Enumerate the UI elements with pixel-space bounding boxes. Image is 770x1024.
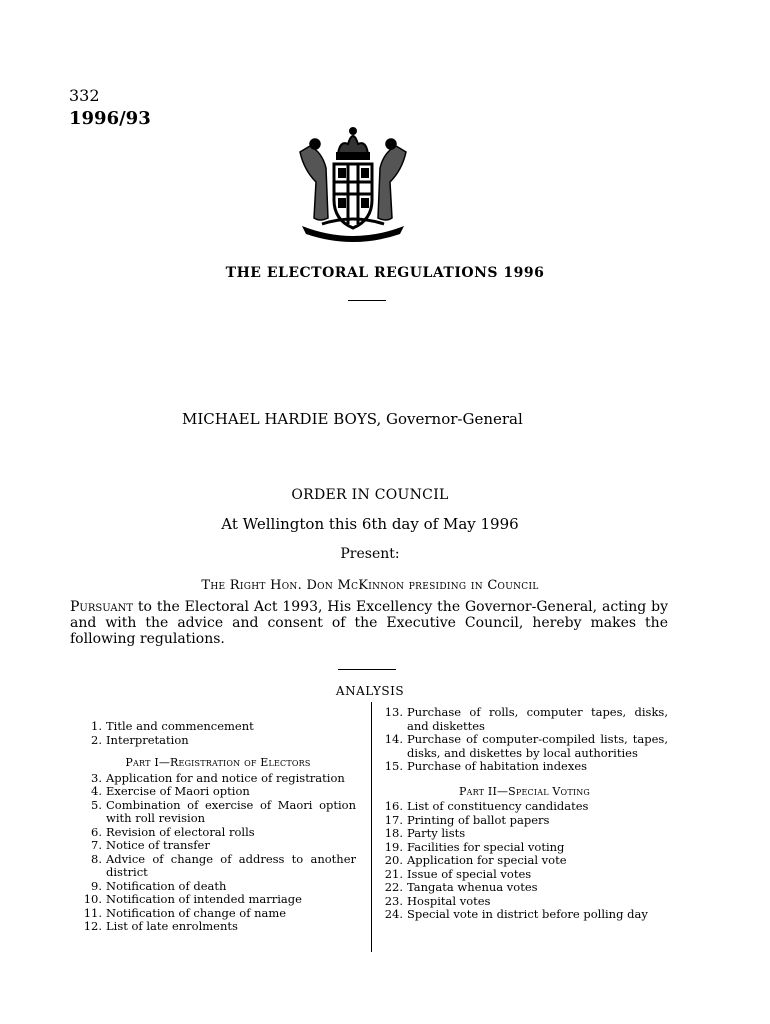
analysis-entry bbox=[80, 799, 356, 826]
entry-number: 8. bbox=[91, 851, 102, 866]
governor-general-line: MICHAEL HARDIE BOYS, Governor-General bbox=[182, 410, 523, 428]
analysis-entry bbox=[80, 853, 356, 880]
analysis-entry bbox=[80, 907, 356, 921]
entry-title: Notification of change of name bbox=[106, 905, 287, 920]
analysis-entry bbox=[80, 734, 356, 748]
analysis-entry bbox=[80, 720, 356, 734]
column-divider bbox=[371, 702, 372, 952]
analysis-entry bbox=[80, 785, 356, 799]
analysis-entry bbox=[381, 733, 668, 760]
document-title: THE ELECTORAL REGULATIONS 1996 bbox=[225, 265, 545, 281]
coat-of-arms-icon bbox=[282, 122, 424, 244]
analysis-entry bbox=[80, 893, 356, 907]
part-one-continued-list bbox=[381, 706, 668, 774]
entry-number: 16. bbox=[384, 799, 403, 813]
part-one-list bbox=[80, 772, 356, 934]
entry-number: 1. bbox=[91, 719, 102, 733]
analysis-heading: ANALYSIS bbox=[335, 684, 405, 698]
entry-title: Interpretation bbox=[106, 732, 189, 747]
entry-number: 18. bbox=[384, 826, 403, 840]
analysis-entry bbox=[381, 814, 668, 828]
present-line: Present: bbox=[340, 546, 400, 562]
entry-number: 22. bbox=[384, 880, 403, 894]
place-date-line: At Wellington this 6th day of May 1996 bbox=[221, 515, 519, 533]
entry-title: Exercise of Maori option bbox=[106, 784, 250, 798]
entry-number: 10. bbox=[83, 892, 102, 906]
entry-title: Notification of death bbox=[106, 878, 227, 893]
part-one-heading: Part I—Registration of Electors bbox=[125, 756, 311, 769]
entry-number: 13. bbox=[384, 705, 403, 719]
entry-title: Hospital votes bbox=[407, 893, 491, 908]
entry-number: 14. bbox=[384, 732, 403, 746]
entry-title: List of constituency candidates bbox=[407, 799, 589, 813]
analysis-entry bbox=[80, 772, 356, 786]
analysis-entry bbox=[381, 854, 668, 868]
entry-number: 19. bbox=[384, 839, 403, 854]
analysis-entry bbox=[381, 868, 668, 882]
entry-title: Facilities for special voting bbox=[407, 839, 565, 854]
analysis-entry bbox=[381, 895, 668, 909]
entry-number: 24. bbox=[384, 907, 403, 921]
entry-number: 21. bbox=[384, 866, 403, 881]
entry-title: Title and commencement bbox=[106, 719, 254, 733]
entry-title: Application for and notice of registration bbox=[106, 770, 345, 785]
analysis-entry bbox=[381, 706, 668, 733]
analysis-entry bbox=[80, 920, 356, 934]
entry-number: 9. bbox=[91, 878, 102, 893]
entry-number: 4. bbox=[91, 784, 102, 798]
entry-number: 7. bbox=[91, 838, 102, 852]
entry-number: 5. bbox=[91, 797, 102, 812]
preamble-divider bbox=[338, 669, 396, 670]
analysis-entry bbox=[80, 880, 356, 894]
page-number: 332 bbox=[69, 86, 100, 105]
analysis-left-column bbox=[80, 720, 356, 934]
entry-number: 23. bbox=[384, 893, 403, 908]
part-two-heading: Part II—Special Voting bbox=[459, 784, 590, 798]
analysis-entry bbox=[381, 800, 668, 814]
entry-number: 17. bbox=[384, 812, 403, 827]
analysis-entry bbox=[80, 839, 356, 853]
analysis-entry bbox=[381, 827, 668, 841]
analysis-entry bbox=[80, 826, 356, 840]
preamble-text: to the Electoral Act 1993, His Excellency the Governor-General, acting by and with the advice and consent of the Executive Council, hereby makes the following regulations. bbox=[70, 599, 668, 647]
entry-title: Issue of special votes bbox=[407, 866, 532, 881]
entry-title: Purchase of rolls, computer tapes, disks, and diskettes bbox=[407, 705, 668, 733]
entry-title: Tangata whenua votes bbox=[407, 880, 538, 894]
analysis-entry bbox=[381, 760, 668, 774]
entry-number: 2. bbox=[91, 732, 102, 747]
entry-title: Purchase of computer-compiled lists, tapes, disks, and diskettes by local authorities bbox=[407, 732, 668, 760]
entry-number: 20. bbox=[384, 853, 403, 867]
analysis-entry bbox=[381, 841, 668, 855]
analysis-entry bbox=[381, 908, 668, 922]
preamble-paragraph bbox=[70, 599, 668, 647]
regulation-number: 1996/93 bbox=[69, 108, 151, 129]
analysis-right-column bbox=[381, 706, 668, 922]
entry-number: 6. bbox=[91, 824, 102, 839]
intro-list bbox=[80, 720, 356, 747]
entry-number: 12. bbox=[83, 919, 102, 933]
part-two-list bbox=[381, 800, 668, 922]
preamble-lead: Pursuant bbox=[70, 599, 133, 615]
title-divider bbox=[348, 300, 386, 301]
presiding-line: The Right Hon. Don McKinnon presiding in Council bbox=[201, 578, 539, 593]
entry-number: 11. bbox=[83, 905, 102, 920]
entry-title: List of late enrolments bbox=[106, 919, 238, 933]
order-heading: ORDER IN COUNCIL bbox=[291, 487, 449, 503]
entry-title: Notice of transfer bbox=[106, 838, 210, 852]
entry-title: Advice of change of address to another district bbox=[106, 851, 356, 879]
entry-title: Application for special vote bbox=[407, 853, 567, 867]
entry-title: Purchase of habitation indexes bbox=[407, 759, 588, 773]
entry-title: Printing of ballot papers bbox=[407, 812, 550, 827]
entry-number: 15. bbox=[384, 759, 403, 773]
entry-number: 3. bbox=[91, 770, 102, 785]
entry-title: Notification of intended marriage bbox=[106, 892, 302, 906]
entry-title: Special vote in district before polling day bbox=[407, 907, 648, 921]
entry-title: Party lists bbox=[407, 826, 466, 840]
entry-title: Combination of exercise of Maori option with roll revision bbox=[106, 797, 356, 825]
entry-title: Revision of electoral rolls bbox=[106, 824, 255, 839]
analysis-entry bbox=[381, 881, 668, 895]
